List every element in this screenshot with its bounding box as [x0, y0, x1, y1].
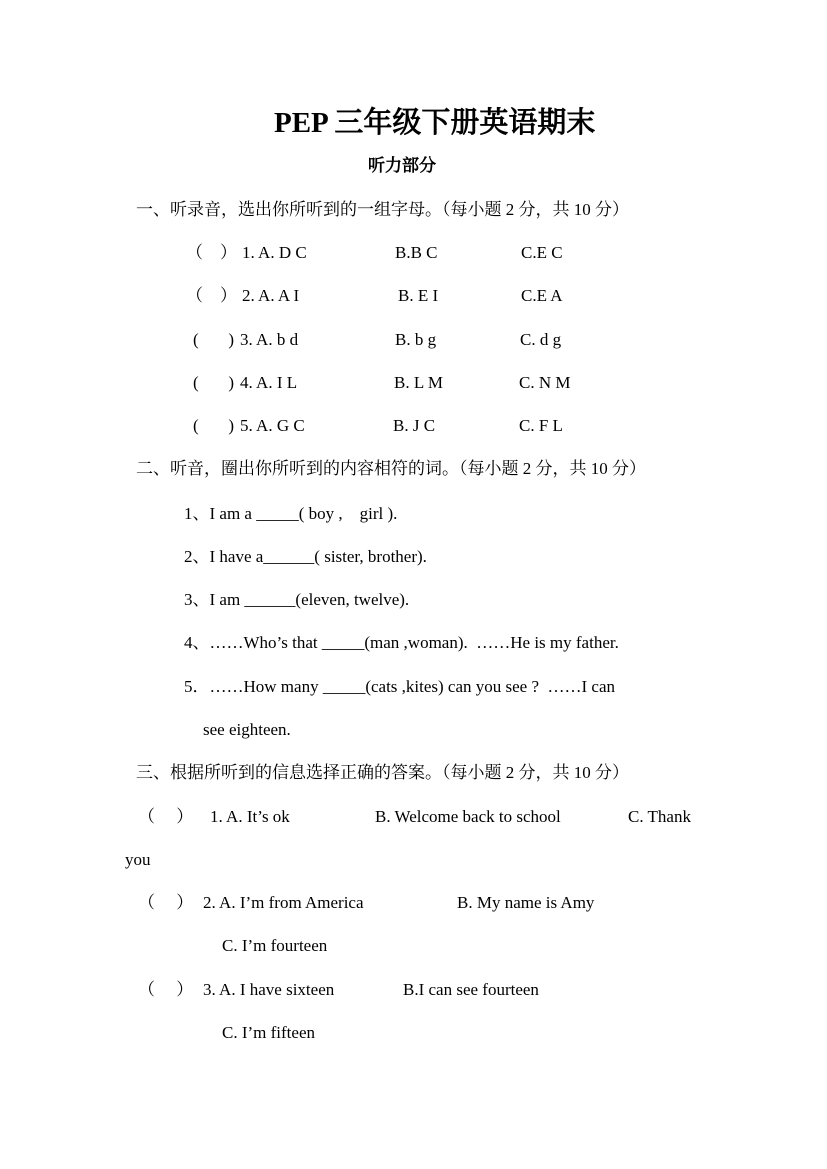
option-c-continuation: you: [125, 850, 151, 869]
option-a: 3. A. b d: [240, 330, 299, 349]
option-c: C. Thank: [628, 807, 691, 826]
option-c: C. d g: [520, 330, 562, 349]
option-c: C. I’m fourteen: [222, 936, 328, 955]
section2-heading: 二、听音，圈出你所听到的内容相符的词。（每小题 2 分，共 10 分）: [136, 459, 646, 478]
list-item-continuation: see eighteen.: [203, 720, 291, 739]
option-b: B. b g: [395, 330, 437, 349]
option-c: C.E A: [521, 286, 563, 305]
answer-paren: ( ): [193, 373, 235, 392]
answer-paren: ( ): [193, 330, 235, 349]
list-item: 1、I am a _____( boy , girl ).: [184, 504, 398, 523]
option-b: B. Welcome back to school: [375, 807, 561, 826]
answer-paren: （ ）: [138, 893, 194, 912]
list-item: 3、I am ______(eleven, twelve).: [184, 590, 410, 609]
answer-paren: ( ): [193, 416, 235, 435]
option-a: 4. A. I L: [240, 373, 298, 392]
option-b: B. My name is Amy: [457, 893, 595, 912]
list-item: 4、……Who’s that _____(man ,woman). ……He is my father.: [184, 633, 619, 652]
option-a: 1. A. D C: [242, 243, 307, 262]
answer-paren: （ ）: [186, 286, 237, 305]
option-a: 2. A. A I: [242, 286, 300, 305]
option-b: B.I can see fourteen: [403, 980, 539, 999]
page-title: PEP 三年级下册英语期末: [274, 107, 596, 139]
option-c: C. N M: [519, 373, 571, 392]
answer-paren: （ ）: [186, 243, 237, 262]
section1-heading: 一、听录音，选出你所听到的一组字母。（每小题 2 分，共 10 分）: [136, 200, 629, 219]
section3-heading: 三、根据所听到的信息选择正确的答案。（每小题 2 分，共 10 分）: [136, 763, 629, 782]
option-c: C. I’m fifteen: [222, 1023, 315, 1042]
option-c: C. F L: [519, 416, 563, 435]
option-c: C.E C: [521, 243, 563, 262]
answer-paren: （ ）: [138, 807, 194, 826]
option-a: 1. A. It’s ok: [210, 807, 290, 826]
option-a: 3. A. I have sixteen: [203, 980, 335, 999]
list-item: 5．……How many _____(cats ,kites) can you see ? ……I can: [184, 677, 616, 696]
option-a: 5. A. G C: [240, 416, 305, 435]
page-subtitle: 听力部分: [368, 156, 436, 175]
option-b: B.B C: [395, 243, 438, 262]
list-item: 2、I have a______( sister, brother).: [184, 547, 427, 566]
option-b: B. J C: [393, 416, 436, 435]
answer-paren: （ ）: [138, 980, 194, 999]
option-b: B. E I: [398, 286, 439, 305]
option-b: B. L M: [394, 373, 443, 392]
option-a: 2. A. I’m from America: [203, 893, 364, 912]
